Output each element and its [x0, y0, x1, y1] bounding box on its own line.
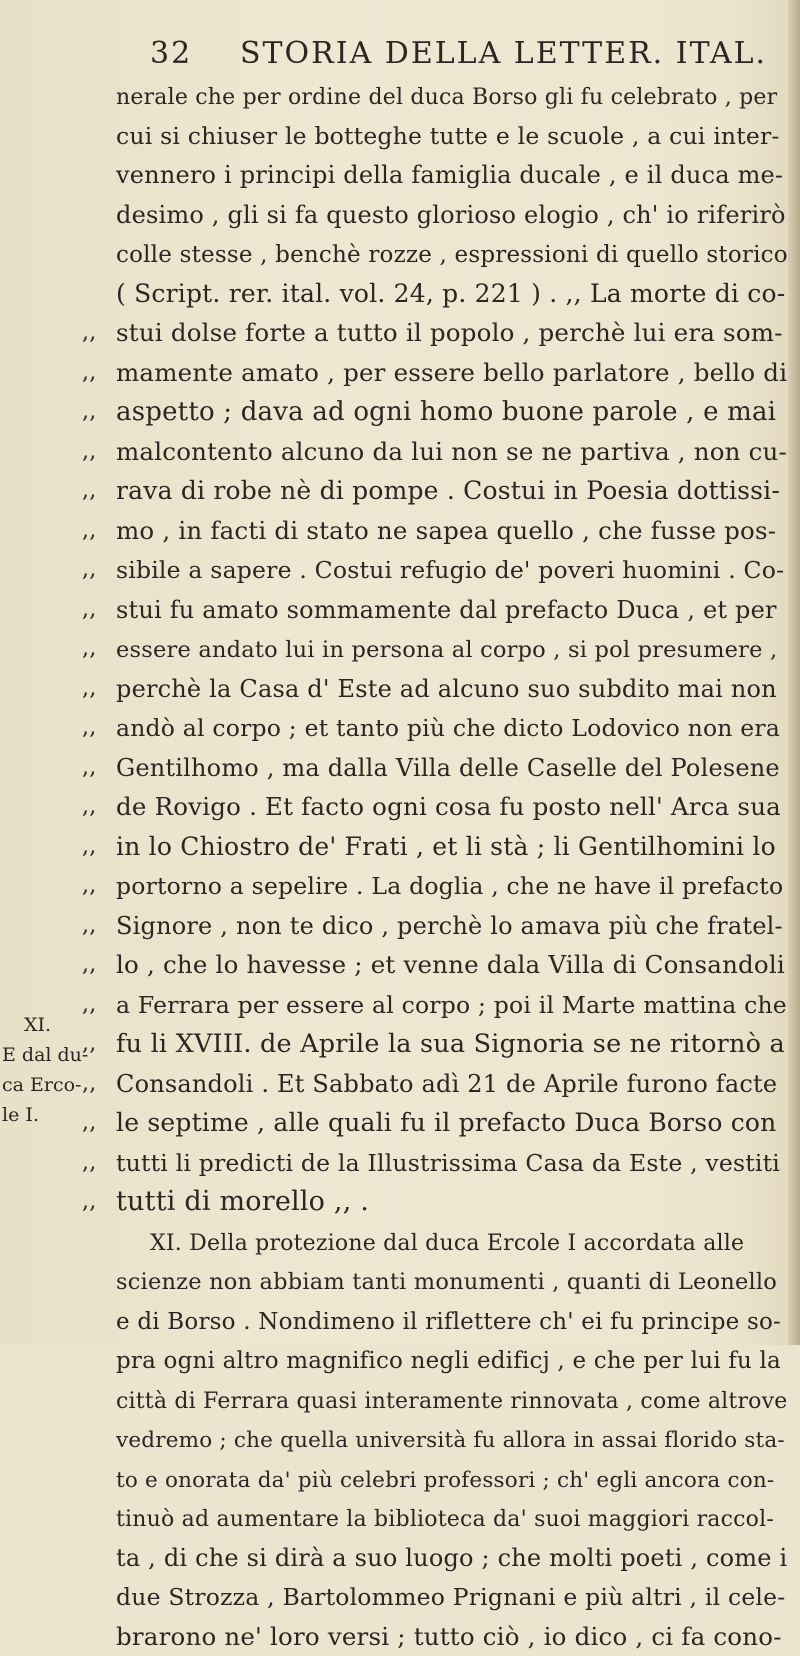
line-text: mo , in facti di stato ne sapea quello , che fusse pos- — [116, 516, 776, 545]
quote-mark: ,, — [82, 1064, 96, 1104]
text-line — [116, 629, 788, 669]
quote-mark: ,, — [82, 1103, 96, 1143]
quote-mark: ,, — [82, 748, 96, 788]
text-line — [116, 195, 788, 235]
text-line — [116, 274, 788, 314]
text-line — [116, 1261, 788, 1301]
line-text: a Ferrara per essere al corpo ; poi il Marte mattina che — [116, 991, 787, 1019]
line-text: in lo Chiostro de' Frati , et li stà ; li Gentilhomini lo — [116, 832, 776, 861]
line-text: due Strozza , Bartolommeo Prignani e più altri , il cele- — [116, 1583, 785, 1611]
quote-mark: ,, — [82, 708, 96, 748]
text-line — [116, 313, 788, 353]
text-line — [116, 1577, 788, 1617]
quote-mark: ,, — [82, 590, 96, 630]
text-line — [116, 353, 788, 393]
quote-mark: ,, — [82, 1182, 96, 1222]
text-line — [116, 985, 788, 1025]
text-line — [116, 1222, 788, 1262]
text-line — [116, 945, 788, 985]
line-text: ( Script. rer. ital. vol. 24, p. 221 ) . ,, La morte di co- — [116, 279, 785, 308]
line-text: perchè la Casa d' Este ad alcuno suo subdito mai non — [116, 675, 777, 703]
line-text: desimo , gli si fa questo glorioso elogio , ch' io riferirò — [116, 201, 786, 229]
text-line — [116, 1024, 788, 1064]
text-line — [116, 550, 788, 590]
quote-mark: ,, — [82, 432, 96, 472]
quote-mark: ,, — [82, 550, 96, 590]
line-text: brarono ne' loro versi ; tutto ciò , io dico , ci fa cono- — [116, 1622, 782, 1651]
line-text: rava di robe nè di pompe . Costui in Poesia dottissi- — [116, 476, 780, 505]
text-line — [116, 1498, 788, 1538]
line-text: to e onorata da' più celebri professori ; ch' egli ancora con- — [116, 1468, 774, 1493]
line-text: nerale che per ordine del duca Borso gli fu celebrato , per — [116, 85, 777, 110]
running-header — [150, 36, 730, 76]
text-line — [116, 1340, 788, 1380]
line-text: tutti di morello ,, . — [116, 1186, 369, 1217]
text-line — [116, 1143, 788, 1183]
line-text: stui dolse forte a tutto il popolo , perchè lui era som- — [116, 318, 783, 347]
text-line — [116, 590, 788, 630]
body-text — [116, 76, 788, 1656]
text-line — [116, 1419, 788, 1459]
margin-note-line: XI. — [2, 1010, 112, 1040]
text-line — [116, 1301, 788, 1341]
line-text: e di Borso . Nondimeno il riflettere ch' ei fu principe so- — [116, 1309, 781, 1335]
text-line — [116, 234, 788, 274]
page-edge — [788, 0, 800, 1345]
line-text: cui si chiuser le botteghe tutte e le scuole , a cui inter- — [116, 122, 780, 150]
page-number: 32 — [150, 36, 192, 71]
line-text: vennero i principi della famiglia ducale , e il duca me- — [116, 161, 783, 189]
margin-note-line: ca Erco- — [2, 1070, 112, 1100]
text-line — [116, 1459, 788, 1499]
line-text: città di Ferrara quasi interamente rinnovata , come altrove — [116, 1389, 787, 1414]
text-line — [116, 511, 788, 551]
line-text: tinuò ad aumentare la biblioteca da' suoi maggiori raccol- — [116, 1507, 774, 1532]
line-text: scienze non abbiam tanti monumenti , quanti di Leonello — [116, 1269, 777, 1295]
text-line — [116, 1103, 788, 1143]
margin-note-line: le I. — [2, 1100, 112, 1130]
text-line — [116, 116, 788, 156]
running-title: STORIA DELLA LETTER. ITAL. — [240, 36, 767, 71]
quote-mark: ,, — [82, 866, 96, 906]
quote-mark: ,, — [82, 471, 96, 511]
margin-note-line: E dal du- — [2, 1040, 112, 1070]
quote-mark: ,, — [82, 945, 96, 985]
text-line — [116, 1538, 788, 1578]
line-text: andò al corpo ; et tanto più che dicto Lodovico non era — [116, 714, 780, 742]
text-line — [116, 392, 788, 432]
line-text: vedremo ; che quella università fu allora in assai florido sta- — [116, 1428, 785, 1453]
quote-mark: ,, — [82, 985, 96, 1025]
text-line — [116, 866, 788, 906]
quote-mark: ,, — [82, 353, 96, 393]
text-line — [116, 669, 788, 709]
line-text: lo , che lo havesse ; et venne dala Villa di Consandoli — [116, 950, 785, 979]
text-line — [116, 155, 788, 195]
text-line — [116, 76, 788, 116]
text-line — [116, 827, 788, 867]
text-line — [116, 432, 788, 472]
quote-mark: ,, — [82, 1024, 96, 1064]
quote-mark: ,, — [82, 629, 96, 669]
text-line — [116, 1182, 788, 1222]
line-text: colle stesse , benchè rozze , espressioni di quello storico — [116, 242, 788, 268]
line-text: Consandoli . Et Sabbato adì 21 de Aprile furono facte — [116, 1070, 777, 1098]
quote-mark: ,, — [82, 392, 96, 432]
line-text: stui fu amato sommamente dal prefacto Duca , et per — [116, 596, 777, 624]
line-text: mamente amato , per essere bello parlatore , bello di — [116, 358, 787, 387]
line-text: ta , di che si dirà a suo luogo ; che molti poeti , come i — [116, 1544, 787, 1572]
text-line — [116, 1380, 788, 1420]
quote-mark: ,, — [82, 313, 96, 353]
quote-mark: ,, — [82, 511, 96, 551]
quote-mark: ,, — [82, 669, 96, 709]
text-line — [116, 748, 788, 788]
line-text: portorno a sepelire . La doglia , che ne have il prefacto — [116, 872, 783, 900]
text-line — [116, 708, 788, 748]
line-text: XI. Della protezione dal duca Ercole I accordata alle — [116, 1231, 744, 1256]
text-line — [116, 787, 788, 827]
quote-mark: ,, — [82, 1143, 96, 1183]
line-text: Gentilhomo , ma dalla Villa delle Caselle del Polesene — [116, 754, 780, 782]
line-text: pra ogni altro magnifico negli edificj , e che per lui fu la — [116, 1348, 781, 1374]
line-text: essere andato lui in persona al corpo , si pol presumere , — [116, 637, 777, 663]
text-line — [116, 1617, 788, 1656]
line-text: de Rovigo . Et facto ogni cosa fu posto nell' Arca sua — [116, 792, 781, 821]
line-text: aspetto ; dava ad ogni homo buone parole , e mai — [116, 397, 776, 427]
line-text: sibile a sapere . Costui refugio de' poveri huomini . Co- — [116, 556, 784, 584]
line-text: malcontento alcuno da lui non se ne partiva , non cu- — [116, 437, 787, 466]
text-line — [116, 471, 788, 511]
line-text: le septime , alle quali fu il prefacto Duca Borso con — [116, 1108, 776, 1137]
line-text: fu li XVIII. de Aprile la sua Signoria se ne ritornò a — [116, 1029, 785, 1059]
text-line — [116, 906, 788, 946]
quote-mark: ,, — [82, 906, 96, 946]
quote-mark: ,, — [82, 827, 96, 867]
line-text: Signore , non te dico , perchè lo amava più che fratel- — [116, 912, 783, 940]
margin-note — [2, 1010, 112, 1130]
line-text: tutti li predicti de la Illustrissima Casa da Este , vestiti — [116, 1149, 780, 1177]
quote-mark: ,, — [82, 787, 96, 827]
text-line — [116, 1064, 788, 1104]
